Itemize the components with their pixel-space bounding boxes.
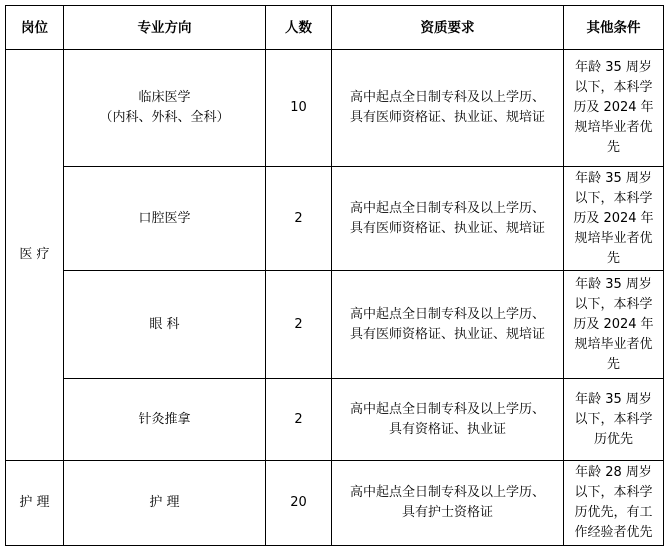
major-cell: 口腔医学: [64, 167, 266, 271]
count-cell: 2: [266, 271, 332, 379]
header-requirement: 资质要求: [332, 6, 564, 50]
requirement-cell: 高中起点全日制专科及以上学历、 具有医师资格证、执业证、规培证: [332, 50, 564, 167]
requirement-cell: 高中起点全日制专科及以上学历、 具有资格证、执业证: [332, 379, 564, 461]
major-cell: 临床医学 （内科、外科、全科）: [64, 50, 266, 167]
header-condition: 其他条件: [564, 6, 664, 50]
count-cell: 20: [266, 461, 332, 546]
major-cell: 针灸推拿: [64, 379, 266, 461]
table-row: [6, 167, 664, 271]
table-header-row: [6, 6, 664, 50]
post-cell-medical: 医 疗: [6, 50, 64, 461]
condition-cell: 年龄 35 周岁 以下，本科学 历及 2024 年 规培毕业者优 先: [564, 50, 664, 167]
header-count: 人数: [266, 6, 332, 50]
count-cell: 10: [266, 50, 332, 167]
requirement-cell: 高中起点全日制专科及以上学历、 具有医师资格证、执业证、规培证: [332, 271, 564, 379]
table-row: [6, 271, 664, 379]
requirement-cell: 高中起点全日制专科及以上学历、 具有护士资格证: [332, 461, 564, 546]
post-cell-nursing: 护 理: [6, 461, 64, 546]
table-row: [6, 461, 664, 546]
major-cell: 眼 科: [64, 271, 266, 379]
count-cell: 2: [266, 167, 332, 271]
condition-cell: 年龄 35 周岁 以下，本科学 历及 2024 年 规培毕业者优 先: [564, 167, 664, 271]
condition-cell: 年龄 28 周岁 以下，本科学 历优先，有工 作经验者优先: [564, 461, 664, 546]
requirement-cell: 高中起点全日制专科及以上学历、 具有医师资格证、执业证、规培证: [332, 167, 564, 271]
table-row: [6, 50, 664, 167]
table-row: [6, 379, 664, 461]
condition-cell: 年龄 35 周岁 以下，本科学 历及 2024 年 规培毕业者优 先: [564, 271, 664, 379]
header-post: 岗位: [6, 6, 64, 50]
condition-cell: 年龄 35 周岁 以下，本科学 历优先: [564, 379, 664, 461]
count-cell: 2: [266, 379, 332, 461]
recruitment-table: [5, 5, 664, 546]
major-cell: 护 理: [64, 461, 266, 546]
header-major: 专业方向: [64, 6, 266, 50]
